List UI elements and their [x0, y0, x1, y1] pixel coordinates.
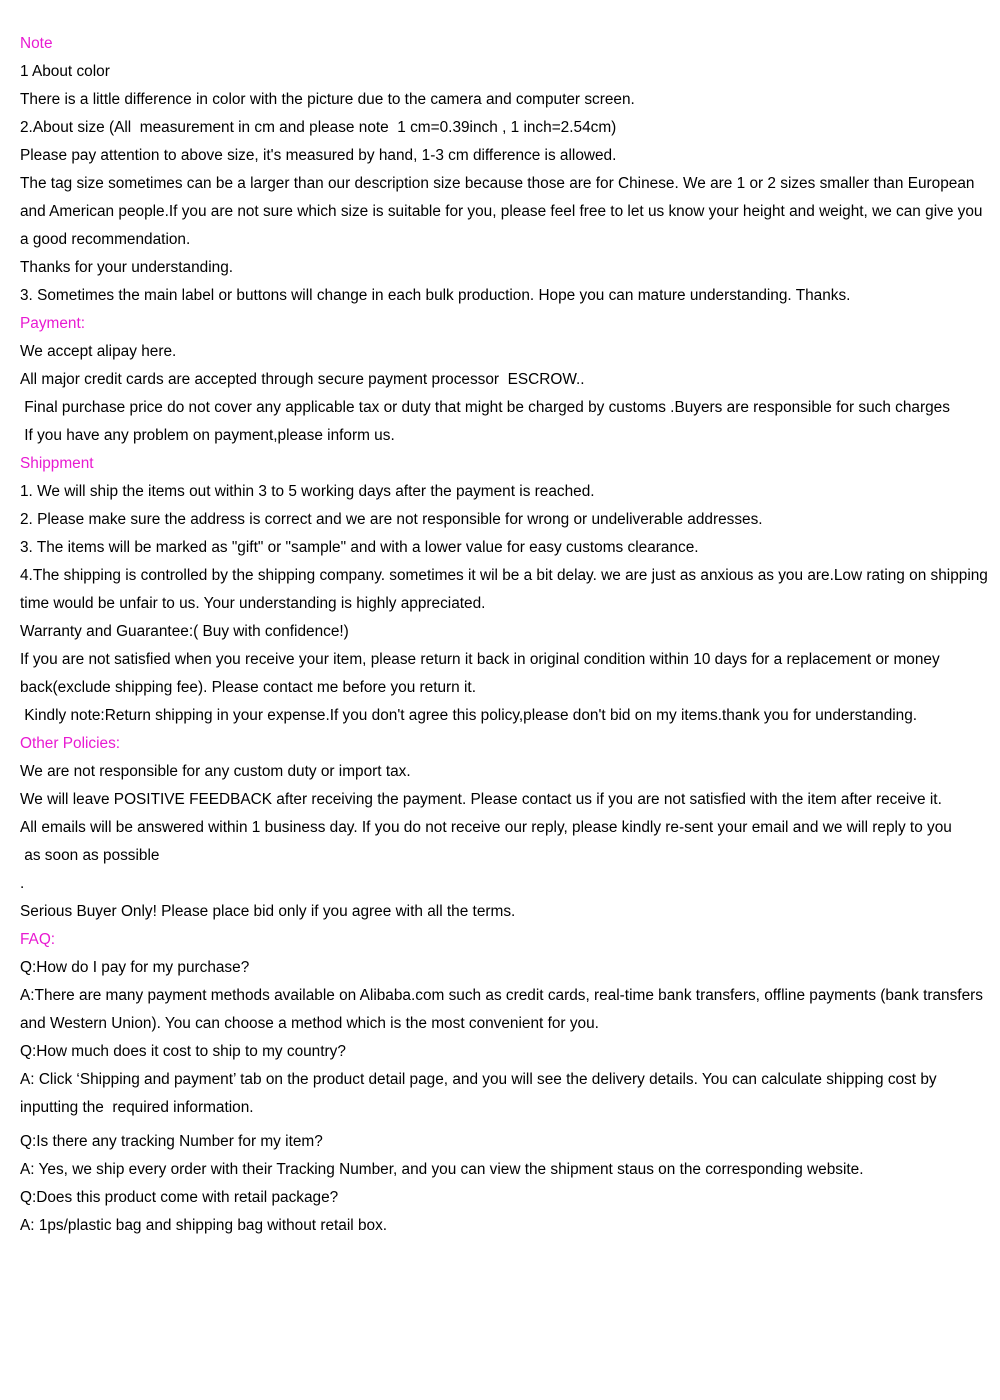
- policies-heading: Other Policies:: [20, 735, 121, 752]
- payment-heading: Payment:: [20, 315, 86, 332]
- faq-question: Q:Does this product come with retail package?: [20, 1189, 339, 1206]
- shipment-line: Kindly note:Return shipping in your expense.If you don't agree this policy,please don't bid on my items.thank you for understanding.: [20, 707, 918, 724]
- faq-answer: A: Yes, we ship every order with their Tracking Number, and you can view the shipment staus on the corresponding website.: [20, 1161, 864, 1178]
- note-line: The tag size sometimes can be a larger than our description size because those are for Chinese. We are 1 or 2 sizes smaller than European and American people.If you are not sure which size is suitable for you, please feel free to let us know your height and weight, we can give you a good recommendation.: [20, 175, 987, 248]
- shipment-line: 4.The shipping is controlled by the shipping company. sometimes it wil be a bit delay. we are just as anxious as you are.Low rating on shipping time would be unfair to us. Your understanding is highly appreciated.: [20, 567, 993, 612]
- payment-line: If you have any problem on payment,please inform us.: [20, 427, 395, 444]
- faq-heading: FAQ:: [20, 931, 56, 948]
- note-line: 2.About size (All measurement in cm and please note 1 cm=0.39inch , 1 inch=2.54cm): [20, 119, 617, 136]
- shipment-line: If you are not satisfied when you receive your item, please return it back in original condition within 10 days for a replacement or money back(exclude shipping fee). Please contact me before you return it.: [20, 651, 944, 696]
- shipment-line: 2. Please make sure the address is correct and we are not responsible for wrong or undeliverable addresses.: [20, 511, 763, 528]
- faq-question: Q:How do I pay for my purchase?: [20, 959, 250, 976]
- faq-question: Q:Is there any tracking Number for my item?: [20, 1133, 323, 1150]
- policy-document: [20, 30, 995, 1240]
- note-line: 1 About color: [20, 63, 110, 80]
- warranty-heading: Warranty and Guarantee:( Buy with confidence!): [20, 623, 349, 640]
- payment-line: Final purchase price do not cover any applicable tax or duty that might be charged by customs .Buyers are responsible for such charges: [20, 399, 950, 416]
- note-heading: Note: [20, 35, 53, 52]
- policies-line: We will leave POSITIVE FEEDBACK after receiving the payment. Please contact us if you are not satisfied with the item after receive it.: [20, 791, 942, 808]
- policies-line: .: [20, 875, 25, 892]
- note-line: Please pay attention to above size, it's measured by hand, 1-3 cm difference is allowed.: [20, 147, 617, 164]
- policies-line: All emails will be answered within 1 business day. If you do not receive our reply, please kindly re-sent your email and we will reply to you: [20, 819, 952, 836]
- policies-line: as soon as possible: [20, 847, 160, 864]
- faq-answer: A:There are many payment methods available on Alibaba.com such as credit cards, real-time bank transfers, offline payments (bank transfers and Western Union). You can choose a method which is the most convenient for you.: [20, 987, 988, 1032]
- faq-answer: A: 1ps/plastic bag and shipping bag without retail box.: [20, 1217, 388, 1234]
- note-line: Thanks for your understanding.: [20, 259, 234, 276]
- policies-line: We are not responsible for any custom duty or import tax.: [20, 763, 411, 780]
- faq-answer: A: Click ‘Shipping and payment’ tab on the product detail page, and you will see the delivery details. You can calculate shipping cost by inputting the required information.: [20, 1071, 941, 1116]
- shipment-heading: Shippment: [20, 455, 94, 472]
- shipment-line: 1. We will ship the items out within 3 to 5 working days after the payment is reached.: [20, 483, 595, 500]
- faq-question: Q:How much does it cost to ship to my country?: [20, 1043, 346, 1060]
- policies-line: Serious Buyer Only! Please place bid only if you agree with all the terms.: [20, 903, 516, 920]
- note-line: 3. Sometimes the main label or buttons will change in each bulk production. Hope you can mature understanding. Thanks.: [20, 287, 851, 304]
- shipment-line: 3. The items will be marked as "gift" or "sample" and with a lower value for easy customs clearance.: [20, 539, 699, 556]
- payment-line: We accept alipay here.: [20, 343, 177, 360]
- note-line: There is a little difference in color with the picture due to the camera and computer screen.: [20, 91, 635, 108]
- payment-line: All major credit cards are accepted through secure payment processor ESCROW..: [20, 371, 585, 388]
